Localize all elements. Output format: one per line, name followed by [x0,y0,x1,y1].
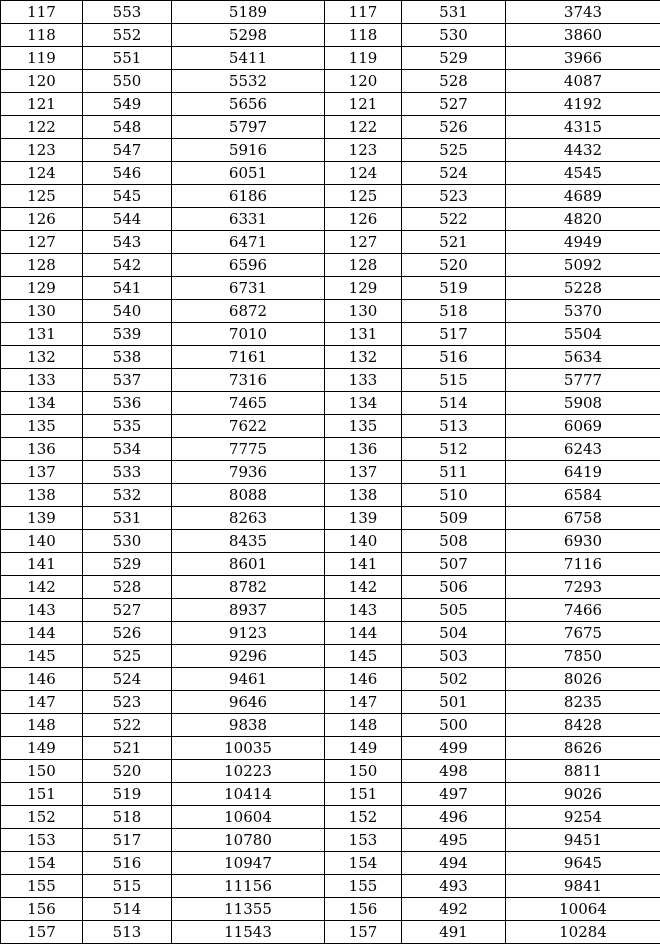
table-cell: 157 [325,921,402,944]
table-cell: 547 [83,139,172,162]
table-cell: 528 [83,576,172,599]
table-cell: 7465 [172,392,325,415]
table-cell: 10064 [506,898,660,921]
table-cell: 506 [402,576,506,599]
table-cell: 136 [325,438,402,461]
table-row [1,829,660,852]
table-row [1,599,660,622]
table-cell: 531 [402,1,506,24]
table-row [1,277,660,300]
table-cell: 5092 [506,254,660,277]
table-cell: 129 [1,277,83,300]
table-cell: 535 [83,415,172,438]
table-cell: 546 [83,162,172,185]
table-row [1,530,660,553]
table-row [1,139,660,162]
table-cell: 154 [1,852,83,875]
table-cell: 7116 [506,553,660,576]
table-cell: 117 [325,1,402,24]
table-cell: 3743 [506,1,660,24]
table-cell: 8782 [172,576,325,599]
table-cell: 5532 [172,70,325,93]
table-cell: 538 [83,346,172,369]
table-cell: 9841 [506,875,660,898]
table-cell: 124 [325,162,402,185]
table-cell: 514 [402,392,506,415]
table-cell: 145 [325,645,402,668]
table-cell: 550 [83,70,172,93]
table-row [1,47,660,70]
table-cell: 513 [402,415,506,438]
table-cell: 150 [1,760,83,783]
table-cell: 9451 [506,829,660,852]
table-cell: 140 [1,530,83,553]
table-cell: 502 [402,668,506,691]
table-cell: 522 [83,714,172,737]
table-cell: 145 [1,645,83,668]
table-cell: 553 [83,1,172,24]
table-cell: 532 [83,484,172,507]
table-cell: 8263 [172,507,325,530]
table-cell: 551 [83,47,172,70]
table-cell: 525 [83,645,172,668]
table-cell: 118 [1,24,83,47]
table-cell: 152 [1,806,83,829]
table-cell: 127 [325,231,402,254]
table-cell: 9254 [506,806,660,829]
table-cell: 533 [83,461,172,484]
table-body [1,1,660,944]
table-cell: 136 [1,438,83,461]
table-cell: 525 [402,139,506,162]
table-cell: 8235 [506,691,660,714]
table-cell: 4949 [506,231,660,254]
table-cell: 496 [402,806,506,829]
table-cell: 519 [83,783,172,806]
table-cell: 119 [325,47,402,70]
table-cell: 121 [325,93,402,116]
table-cell: 5916 [172,139,325,162]
table-cell: 138 [1,484,83,507]
table-cell: 135 [1,415,83,438]
table-cell: 143 [325,599,402,622]
table-cell: 9461 [172,668,325,691]
table-cell: 515 [83,875,172,898]
table-row [1,898,660,921]
table-cell: 522 [402,208,506,231]
table-cell: 521 [83,737,172,760]
table-cell: 503 [402,645,506,668]
table-cell: 495 [402,829,506,852]
table-row [1,668,660,691]
table-cell: 545 [83,185,172,208]
table-cell: 549 [83,93,172,116]
table-cell: 8088 [172,484,325,507]
table-cell: 6331 [172,208,325,231]
table-cell: 6584 [506,484,660,507]
table-cell: 514 [83,898,172,921]
table-cell: 6069 [506,415,660,438]
table-cell: 5411 [172,47,325,70]
table-cell: 156 [325,898,402,921]
table-cell: 9645 [506,852,660,875]
table-cell: 548 [83,116,172,139]
table-cell: 528 [402,70,506,93]
table-cell: 6731 [172,277,325,300]
table-cell: 121 [1,93,83,116]
table-cell: 132 [1,346,83,369]
table-cell: 10414 [172,783,325,806]
table-row [1,254,660,277]
table-cell: 524 [83,668,172,691]
table-cell: 133 [1,369,83,392]
table-cell: 10223 [172,760,325,783]
table-row [1,806,660,829]
table-cell: 5370 [506,300,660,323]
table-cell: 4820 [506,208,660,231]
table-cell: 504 [402,622,506,645]
table-row [1,70,660,93]
table-cell: 146 [1,668,83,691]
table-cell: 154 [325,852,402,875]
table-row [1,93,660,116]
table-cell: 137 [1,461,83,484]
table-cell: 147 [1,691,83,714]
table-cell: 507 [402,553,506,576]
table-cell: 505 [402,599,506,622]
table-cell: 513 [83,921,172,944]
table-cell: 10947 [172,852,325,875]
table-cell: 8601 [172,553,325,576]
table-row [1,507,660,530]
table-cell: 11355 [172,898,325,921]
table-cell: 6419 [506,461,660,484]
table-cell: 153 [325,829,402,852]
table-cell: 125 [1,185,83,208]
table-cell: 126 [1,208,83,231]
table-cell: 140 [325,530,402,553]
table-cell: 147 [325,691,402,714]
table-cell: 529 [402,47,506,70]
table-cell: 7293 [506,576,660,599]
table-cell: 135 [325,415,402,438]
table-cell: 4432 [506,139,660,162]
table-cell: 7316 [172,369,325,392]
table-cell: 7010 [172,323,325,346]
table-cell: 6471 [172,231,325,254]
table-row [1,875,660,898]
table-row [1,323,660,346]
table-cell: 7775 [172,438,325,461]
table-cell: 8435 [172,530,325,553]
table-cell: 130 [325,300,402,323]
table-cell: 519 [402,277,506,300]
table-cell: 120 [1,70,83,93]
table-cell: 149 [1,737,83,760]
table-row [1,760,660,783]
table-row [1,645,660,668]
table-cell: 133 [325,369,402,392]
table-row [1,553,660,576]
table-cell: 6186 [172,185,325,208]
table-cell: 7850 [506,645,660,668]
table-cell: 5504 [506,323,660,346]
table-cell: 138 [325,484,402,507]
table-row [1,24,660,47]
table-row [1,438,660,461]
table-cell: 128 [325,254,402,277]
table-cell: 119 [1,47,83,70]
table-cell: 530 [402,24,506,47]
table-cell: 155 [1,875,83,898]
table-cell: 510 [402,484,506,507]
table-row [1,116,660,139]
table-cell: 142 [325,576,402,599]
table-cell: 8937 [172,599,325,622]
table-cell: 132 [325,346,402,369]
table-row [1,208,660,231]
table-cell: 123 [1,139,83,162]
table-cell: 4689 [506,185,660,208]
table-cell: 6051 [172,162,325,185]
table-cell: 492 [402,898,506,921]
table-cell: 9296 [172,645,325,668]
table-row [1,921,660,944]
table-cell: 4087 [506,70,660,93]
table-cell: 491 [402,921,506,944]
table-cell: 9646 [172,691,325,714]
table-cell: 134 [325,392,402,415]
table-cell: 512 [402,438,506,461]
table-cell: 8811 [506,760,660,783]
table-cell: 529 [83,553,172,576]
table-cell: 493 [402,875,506,898]
table-cell: 526 [83,622,172,645]
table-row [1,783,660,806]
table-cell: 151 [325,783,402,806]
table-row [1,346,660,369]
table-cell: 125 [325,185,402,208]
table-cell: 139 [1,507,83,530]
table-cell: 517 [83,829,172,852]
table-cell: 500 [402,714,506,737]
table-cell: 3966 [506,47,660,70]
table-cell: 7622 [172,415,325,438]
table-cell: 4545 [506,162,660,185]
table-cell: 524 [402,162,506,185]
table-cell: 523 [83,691,172,714]
table-cell: 9123 [172,622,325,645]
table-cell: 127 [1,231,83,254]
table-row [1,576,660,599]
table-cell: 543 [83,231,172,254]
table-cell: 5298 [172,24,325,47]
table-cell: 131 [1,323,83,346]
table-cell: 6872 [172,300,325,323]
table-cell: 137 [325,461,402,484]
table-cell: 7466 [506,599,660,622]
table-cell: 149 [325,737,402,760]
table-row [1,369,660,392]
table-row [1,392,660,415]
table-cell: 508 [402,530,506,553]
table-cell: 5228 [506,277,660,300]
table-cell: 118 [325,24,402,47]
table-cell: 530 [83,530,172,553]
table-cell: 141 [325,553,402,576]
table-cell: 157 [1,921,83,944]
table-cell: 5777 [506,369,660,392]
table-cell: 541 [83,277,172,300]
table-cell: 148 [325,714,402,737]
table-cell: 7936 [172,461,325,484]
table-cell: 7161 [172,346,325,369]
table-row [1,714,660,737]
table-cell: 3860 [506,24,660,47]
table-cell: 5656 [172,93,325,116]
table-cell: 5797 [172,116,325,139]
table-cell: 10035 [172,737,325,760]
table-row [1,415,660,438]
table-cell: 4315 [506,116,660,139]
table-cell: 141 [1,553,83,576]
table-row [1,852,660,875]
table-cell: 139 [325,507,402,530]
table-cell: 11543 [172,921,325,944]
table-cell: 126 [325,208,402,231]
table-cell: 509 [402,507,506,530]
table-cell: 520 [402,254,506,277]
table-cell: 131 [325,323,402,346]
table-cell: 542 [83,254,172,277]
table-cell: 527 [83,599,172,622]
table-cell: 144 [1,622,83,645]
table-cell: 130 [1,300,83,323]
table-cell: 120 [325,70,402,93]
table-cell: 523 [402,185,506,208]
table-cell: 156 [1,898,83,921]
table-cell: 511 [402,461,506,484]
table-cell: 552 [83,24,172,47]
table-cell: 151 [1,783,83,806]
table-cell: 5634 [506,346,660,369]
table-cell: 122 [325,116,402,139]
table-cell: 8626 [506,737,660,760]
table-cell: 518 [402,300,506,323]
table-cell: 5908 [506,392,660,415]
table-cell: 516 [402,346,506,369]
table-cell: 494 [402,852,506,875]
table-cell: 527 [402,93,506,116]
table-cell: 8428 [506,714,660,737]
table-cell: 123 [325,139,402,162]
table-cell: 6243 [506,438,660,461]
table-row [1,185,660,208]
table-cell: 6596 [172,254,325,277]
table-cell: 150 [325,760,402,783]
table-cell: 5189 [172,1,325,24]
table-cell: 10780 [172,829,325,852]
table-row [1,737,660,760]
table-cell: 7675 [506,622,660,645]
table-cell: 534 [83,438,172,461]
table-cell: 521 [402,231,506,254]
table-cell: 544 [83,208,172,231]
table-cell: 142 [1,576,83,599]
table-cell: 4192 [506,93,660,116]
table-cell: 497 [402,783,506,806]
table-row [1,1,660,24]
table-row [1,162,660,185]
table-row [1,461,660,484]
table-cell: 516 [83,852,172,875]
table-cell: 518 [83,806,172,829]
table-cell: 520 [83,760,172,783]
table-cell: 144 [325,622,402,645]
table-cell: 134 [1,392,83,415]
table-cell: 531 [83,507,172,530]
table-cell: 501 [402,691,506,714]
table-cell: 6930 [506,530,660,553]
table-cell: 128 [1,254,83,277]
table-cell: 122 [1,116,83,139]
table-cell: 498 [402,760,506,783]
table-row [1,622,660,645]
table-cell: 143 [1,599,83,622]
table-cell: 146 [325,668,402,691]
table-cell: 537 [83,369,172,392]
table-row [1,691,660,714]
table-cell: 117 [1,1,83,24]
table-cell: 539 [83,323,172,346]
table-cell: 129 [325,277,402,300]
table-cell: 6758 [506,507,660,530]
table-cell: 9026 [506,783,660,806]
table-row [1,484,660,507]
table-cell: 153 [1,829,83,852]
table-cell: 124 [1,162,83,185]
table-cell: 148 [1,714,83,737]
table-cell: 540 [83,300,172,323]
table-cell: 11156 [172,875,325,898]
table-cell: 526 [402,116,506,139]
table-cell: 9838 [172,714,325,737]
table-cell: 515 [402,369,506,392]
table-cell: 10284 [506,921,660,944]
table-cell: 10604 [172,806,325,829]
table-cell: 155 [325,875,402,898]
table-cell: 536 [83,392,172,415]
table-cell: 517 [402,323,506,346]
table-cell: 152 [325,806,402,829]
table-cell: 8026 [506,668,660,691]
table-row [1,300,660,323]
table-cell: 499 [402,737,506,760]
table-row [1,231,660,254]
